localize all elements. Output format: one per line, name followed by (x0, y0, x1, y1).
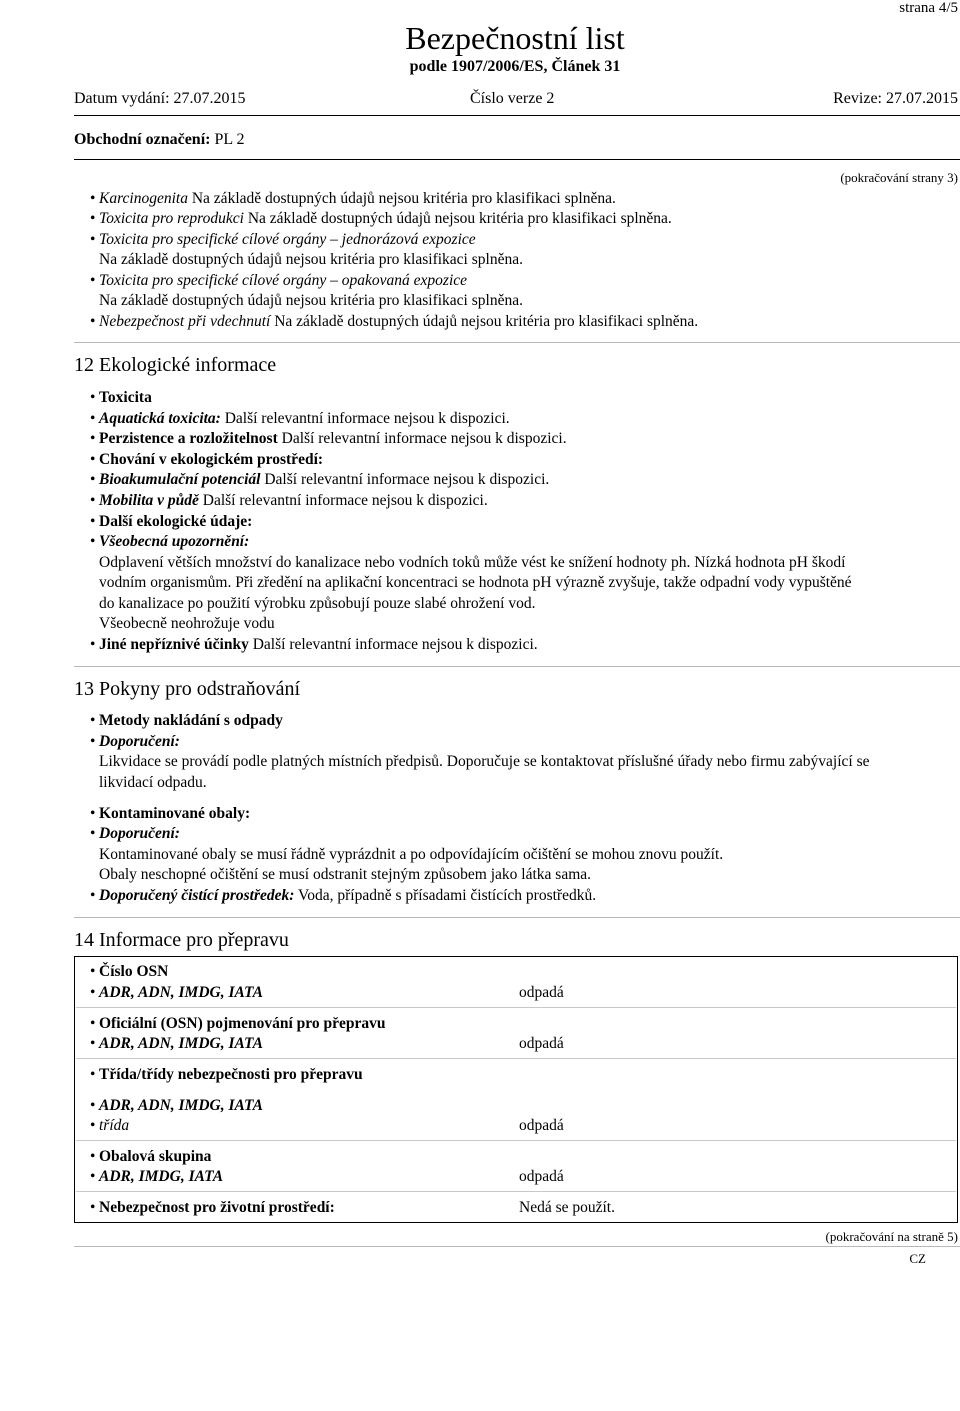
item-label: Metody nakládání s odpady (99, 712, 283, 729)
bullet: • (90, 963, 96, 980)
paragraph-line: likvidací odpadu. (99, 774, 207, 791)
section-13-title: 13 Pokyny pro odstraňování (74, 678, 301, 700)
bullet: • (90, 389, 96, 406)
list-item (90, 189, 616, 209)
row-value: odpadá (519, 984, 564, 1001)
item-text: Na základě dostupných údajů nejsou kritéria pro klasifikaci splněna. (187, 190, 616, 207)
trade-divider (74, 159, 960, 160)
bullet: • (90, 231, 96, 248)
list-item (90, 450, 323, 470)
paragraph-line: Obaly neschopné očištění se musí odstranit stejným způsobem jako látka sama. (99, 866, 592, 883)
item-label: Toxicita (99, 389, 152, 406)
section-divider (74, 917, 960, 918)
bullet: • (90, 712, 96, 729)
footer-divider (74, 1246, 960, 1247)
item-text: Na základě dostupných údajů nejsou kritéria pro klasifikaci splněna. (99, 251, 523, 268)
bullet: • (90, 805, 96, 822)
item-label: Doporučený čistící prostředek: (99, 887, 295, 904)
bullet: • (90, 825, 96, 842)
item-label: Toxicita pro reprodukci (99, 210, 244, 227)
trade-name (74, 131, 245, 149)
issue-date: Datum vydání: 27.07.2015 (74, 90, 246, 107)
list-item (90, 532, 249, 552)
item-label: Všeobecná upozornění: (99, 533, 250, 550)
row-label: Obalová skupina (99, 1148, 212, 1165)
table-row (90, 1167, 223, 1187)
row-label: ADR, IMDG, IATA (99, 1168, 224, 1185)
version-number: Číslo verze 2 (470, 90, 555, 107)
list-item (90, 312, 698, 332)
bullet: • (90, 733, 96, 750)
row-label: třída (99, 1117, 130, 1134)
paragraph-line: do kanalizace po použití výrobku způsobují pouze slabé ohrožení vod. (99, 595, 536, 612)
item-text: Voda, případně s přísadami čistících prostředků. (294, 887, 597, 904)
row-label: ADR, ADN, IMDG, IATA (99, 1097, 263, 1114)
bullet: • (90, 313, 96, 330)
bullet: • (90, 451, 96, 468)
document-title: Bezpečnostní list (405, 20, 625, 56)
bullet: • (90, 492, 96, 509)
list-item (90, 732, 180, 752)
table-row (90, 1147, 211, 1167)
item-text: Další relevantní informace nejsou k dispozici. (248, 636, 538, 653)
bullet: • (90, 1148, 96, 1165)
item-label: Bioakumulační potenciál (99, 471, 261, 488)
item-text: Na základě dostupných údajů nejsou kritéria pro klasifikaci splněna. (99, 292, 523, 309)
item-label: Mobilita v půdě (99, 492, 199, 509)
item-label: Karcinogenita (99, 190, 188, 207)
item-label: Nebezpečnost při vdechnutí (99, 313, 271, 330)
row-value: odpadá (519, 1035, 564, 1052)
bullet: • (90, 410, 96, 427)
bullet: • (90, 1097, 96, 1114)
bullet: • (90, 272, 96, 289)
item-label: Toxicita pro specifické cílové orgány – jednorázová expozice (99, 231, 476, 248)
bullet: • (90, 1035, 96, 1052)
row-value: Nedá se použít. (519, 1199, 615, 1216)
item-label: Doporučení: (99, 733, 180, 750)
paragraph-line: Odplavení větších množství do kanalizace nebo vodních toků může vést ke snížení hodnoty ph. Nízká hodnota pH škodí (99, 554, 846, 571)
bullet: • (90, 984, 96, 1001)
trade-value: PL 2 (210, 131, 245, 148)
table-row (90, 1198, 335, 1218)
item-text: Další relevantní informace nejsou k dispozici. (260, 471, 550, 488)
list-item (90, 824, 180, 844)
language-code: CZ (909, 1251, 926, 1266)
item-text: Na základě dostupných údajů nejsou kritéria pro klasifikaci splněna. (270, 313, 699, 330)
table-row (90, 1096, 263, 1116)
table-row (90, 1014, 385, 1034)
paragraph-line: Likvidace se provádí podle platných místních předpisů. Doporučuje se kontaktovat příslušné úřady nebo firmu zabývající se (99, 753, 870, 770)
item-label: Doporučení: (99, 825, 180, 842)
list-item (90, 470, 549, 490)
section-divider (74, 666, 960, 667)
continuation-note-top: (pokračování strany 3) (840, 170, 958, 185)
row-value: odpadá (519, 1168, 564, 1185)
table-row (90, 1116, 129, 1136)
table-divider (76, 1191, 956, 1192)
item-text: Další relevantní informace nejsou k dispozici. (220, 410, 510, 427)
bullet: • (90, 1117, 96, 1134)
section-14-title: 14 Informace pro přepravu (74, 929, 289, 951)
item-label: Toxicita pro specifické cílové orgány – opakovaná expozice (99, 272, 468, 289)
header-divider (74, 115, 960, 116)
item-text: Další relevantní informace nejsou k dispozici. (277, 430, 567, 447)
bullet: • (90, 1066, 96, 1083)
table-row (90, 1034, 263, 1054)
row-label: Nebezpečnost pro životní prostředí: (99, 1199, 335, 1216)
page-number: strana 4/5 (899, 0, 958, 16)
item-label: Aquatická toxicita: (99, 410, 221, 427)
row-value: odpadá (519, 1117, 564, 1134)
bullet: • (90, 513, 96, 530)
item-text: Další relevantní informace nejsou k dispozici. (198, 492, 488, 509)
list-item (90, 886, 596, 906)
bullet: • (90, 210, 96, 227)
row-label: Číslo OSN (99, 963, 169, 980)
revision-date: Revize: 27.07.2015 (833, 90, 958, 107)
list-item (90, 491, 488, 511)
row-label: ADR, ADN, IMDG, IATA (99, 984, 263, 1001)
list-item (90, 804, 250, 824)
bullet: • (90, 636, 96, 653)
list-item (90, 230, 476, 250)
item-text: Na základě dostupných údajů nejsou kritéria pro klasifikaci splněna. (243, 210, 672, 227)
list-item (90, 711, 283, 731)
bullet: • (90, 1199, 96, 1216)
bullet: • (90, 1015, 96, 1032)
table-divider (76, 1007, 956, 1008)
item-label: Chování v ekologickém prostředí: (99, 451, 324, 468)
paragraph-line: vodním organismům. Při zředění na aplikační koncentraci se hodnota pH výrazně zvyšuje, takže odpadní vody vypuštěné (99, 574, 852, 591)
bullet: • (90, 471, 96, 488)
list-item (90, 409, 510, 429)
item-label: Kontaminované obaly: (99, 805, 251, 822)
table-divider (76, 1140, 956, 1141)
list-item (90, 429, 567, 449)
table-row (90, 962, 168, 982)
list-item (90, 635, 538, 655)
bullet: • (90, 1168, 96, 1185)
section-divider (74, 342, 960, 343)
bullet: • (90, 887, 96, 904)
row-label: Oficiální (OSN) pojmenování pro přepravu (99, 1015, 386, 1032)
paragraph-line: Kontaminované obaly se musí řádně vyprázdnit a po odpovídajícím očištění se mohou znovu použít. (99, 846, 724, 863)
table-divider (76, 1058, 956, 1059)
row-label: ADR, ADN, IMDG, IATA (99, 1035, 263, 1052)
table-row (90, 983, 263, 1003)
list-item (90, 512, 252, 532)
trade-label: Obchodní označení: (74, 131, 211, 148)
document-subtitle: podle 1907/2006/ES, Článek 31 (409, 58, 621, 75)
item-label: Perzistence a rozložitelnost (99, 430, 278, 447)
list-item (90, 271, 467, 291)
list-item (90, 388, 152, 408)
item-label: Jiné nepříznivé účinky (99, 636, 249, 653)
bullet: • (90, 533, 96, 550)
continuation-note-bottom: (pokračování na straně 5) (825, 1229, 958, 1244)
section-12-title: 12 Ekologické informace (74, 354, 277, 376)
bullet: • (90, 190, 96, 207)
table-row (90, 1065, 363, 1085)
paragraph-line: Všeobecně neohrožuje vodu (99, 615, 275, 632)
bullet: • (90, 430, 96, 447)
list-item (90, 209, 672, 229)
item-label: Další ekologické údaje: (99, 513, 253, 530)
row-label: Třída/třídy nebezpečnosti pro přepravu (99, 1066, 363, 1083)
